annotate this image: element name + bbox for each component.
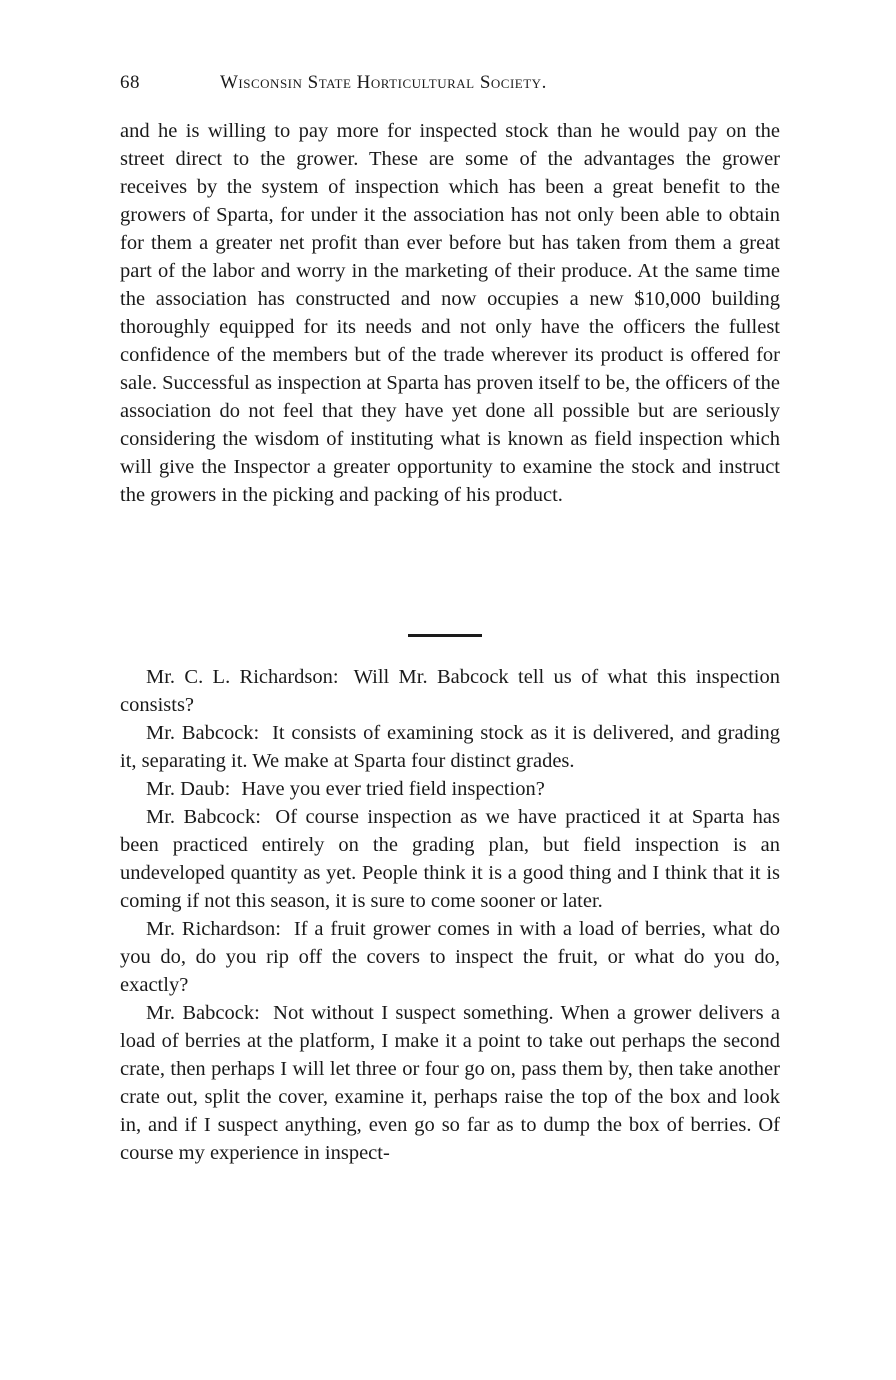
- speech-text: If a fruit grower comes in with a load of berries, what do you do, do you rip off the covers to inspect the fruit, or what do you do, exactly?: [120, 918, 781, 996]
- dialogue-paragraph: [120, 915, 780, 999]
- dialogue-block: [120, 663, 780, 1167]
- intro-paragraph-block: [120, 117, 780, 509]
- dialogue-paragraph: [120, 663, 780, 719]
- speaker-label: Mr. Babcock:: [146, 722, 260, 744]
- running-title: Wisconsin State Horticultural Society.: [220, 72, 547, 93]
- section-divider: [408, 634, 482, 637]
- speech-text: Of course inspection as we have practiced it at Sparta has been practiced entirely on the grading plan, but field inspection is an undeveloped quantity as yet. People think it is a good thing and I think that it is coming if not this season, it is sure to come sooner or later.: [120, 806, 781, 912]
- intro-paragraph: and he is willing to pay more for inspected stock than he would pay on the street direct to the grower. These are some of the advantages the grower receives by the system of inspection which has been a great benefit to the growers of Sparta, for under it the association has not only been able to obtain for them a greater net profit than ever before but has taken from them a great part of the labor and worry in the marketing of their produce. At the same time the association has constructed and now occupies a new $10,000 building thoroughly equipped for its needs and not only have the officers the fullest confidence of the members but of the trade wherever its product is offered for sale. Successful as inspection at Sparta has proven itself to be, the officers of the association do not feel that they have yet done all possible but are seriously considering the wisdom of instituting what is known as field inspection which will give the Inspector a greater opportunity to examine the stock and instruct the growers in the picking and packing of his product.: [120, 120, 780, 506]
- dialogue-paragraph: [120, 999, 780, 1167]
- speaker-label: Mr. Richardson:: [146, 918, 281, 940]
- dialogue-paragraph: [120, 719, 780, 775]
- speaker-label: Mr. Babcock:: [146, 1002, 260, 1024]
- speech-text: Have you ever tried field inspection?: [241, 778, 545, 800]
- running-head: [120, 72, 780, 102]
- dialogue-paragraph: [120, 803, 780, 915]
- page-number: 68: [120, 72, 140, 93]
- speech-text: Not without I suspect something. When a grower delivers a load of berries at the platform, I make it a point to take out perhaps the second crate, then perhaps I will let three or four go on, pass them by, then take another crate out, split the cover, examine it, perhaps raise the top of the box and look in, and if I suspect anything, even go so far as to dump the box of berries. Of course my experience in inspect-: [120, 1002, 781, 1164]
- speaker-label: Mr. Daub:: [146, 778, 231, 800]
- dialogue-paragraph: [120, 775, 780, 803]
- speech-text: Will Mr. Babcock tell us of what this inspection consists?: [120, 666, 780, 716]
- speaker-label: Mr. C. L. Richardson:: [146, 666, 339, 688]
- speaker-label: Mr. Babcock:: [146, 806, 261, 828]
- speech-text: It consists of examining stock as it is delivered, and grading it, separating it. We make at Sparta four distinct grades.: [120, 722, 781, 772]
